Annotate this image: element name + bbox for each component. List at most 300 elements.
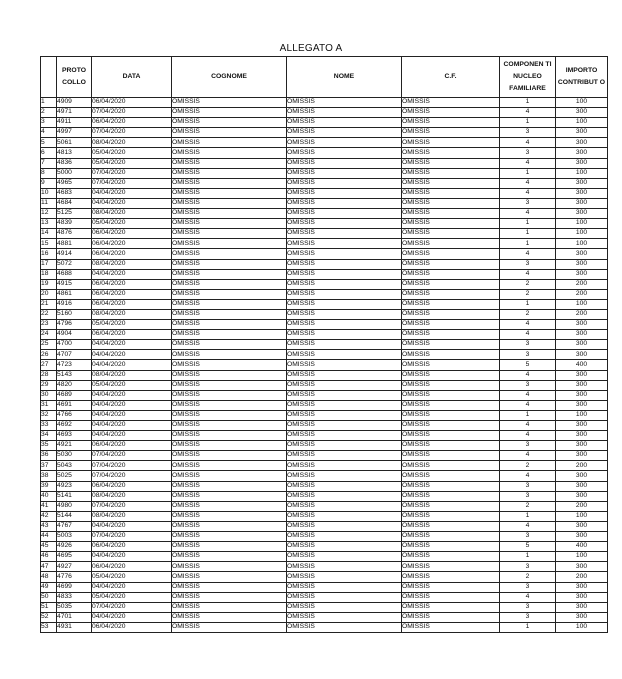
data-cell: 08/04/2020 [92,511,172,521]
componenti-cell: 4 [500,249,556,259]
row-number: 45 [41,542,57,552]
protocollo-cell: 5160 [57,309,92,319]
data-cell: 08/04/2020 [92,209,172,219]
protocollo-cell: 4693 [57,431,92,441]
importo-cell: 300 [556,592,608,602]
protocollo-cell: 4813 [57,148,92,158]
nome-cell: OMISSIS [287,239,402,249]
protocollo-cell: 4904 [57,330,92,340]
table-row [41,198,608,208]
table-row [41,612,608,622]
nome-cell: OMISSIS [287,542,402,552]
data-cell: 07/04/2020 [92,451,172,461]
data-cell: 06/04/2020 [92,622,172,632]
nome-cell: OMISSIS [287,309,402,319]
data-cell: 04/04/2020 [92,582,172,592]
data-cell: 05/04/2020 [92,148,172,158]
protocollo-cell: 4766 [57,410,92,420]
table-row [41,410,608,420]
cf-cell: OMISSIS [402,178,500,188]
row-number: 46 [41,552,57,562]
importo-cell: 200 [556,309,608,319]
cognome-cell: OMISSIS [172,471,287,481]
protocollo-cell: 4691 [57,400,92,410]
cf-cell: OMISSIS [402,138,500,148]
row-number: 39 [41,481,57,491]
table-row [41,360,608,370]
importo-cell: 300 [556,612,608,622]
data-cell: 06/04/2020 [92,118,172,128]
nome-cell: OMISSIS [287,410,402,420]
nome-cell: OMISSIS [287,269,402,279]
row-number: 17 [41,259,57,269]
importo-cell: 300 [556,158,608,168]
data-cell: 06/04/2020 [92,542,172,552]
cf-cell: OMISSIS [402,592,500,602]
cf-cell: OMISSIS [402,158,500,168]
componenti-cell: 1 [500,410,556,420]
data-cell: 07/04/2020 [92,532,172,542]
protocollo-cell: 4965 [57,178,92,188]
importo-cell: 300 [556,370,608,380]
nome-cell: OMISSIS [287,481,402,491]
cognome-cell: OMISSIS [172,622,287,632]
cf-cell: OMISSIS [402,209,500,219]
data-cell: 04/04/2020 [92,350,172,360]
cf-cell: OMISSIS [402,148,500,158]
nome-cell: OMISSIS [287,431,402,441]
data-cell: 04/04/2020 [92,269,172,279]
componenti-cell: 4 [500,178,556,188]
table-row [41,370,608,380]
table-row [41,299,608,309]
importo-cell: 100 [556,552,608,562]
protocollo-cell: 4861 [57,289,92,299]
table-row [41,108,608,118]
protocollo-cell: 4927 [57,562,92,572]
data-cell: 04/04/2020 [92,390,172,400]
protocollo-cell: 4688 [57,269,92,279]
cf-cell: OMISSIS [402,128,500,138]
table-row [41,219,608,229]
cognome-cell: OMISSIS [172,451,287,461]
data-cell: 08/04/2020 [92,370,172,380]
cognome-cell: OMISSIS [172,309,287,319]
cognome-cell: OMISSIS [172,239,287,249]
importo-cell: 300 [556,259,608,269]
cf-cell: OMISSIS [402,340,500,350]
table-row [41,400,608,410]
table-row [41,188,608,198]
data-cell: 04/04/2020 [92,612,172,622]
componenti-cell: 3 [500,259,556,269]
componenti-cell: 4 [500,370,556,380]
importo-cell: 300 [556,138,608,148]
nome-cell: OMISSIS [287,148,402,158]
data-cell: 05/04/2020 [92,592,172,602]
data-cell: 06/04/2020 [92,562,172,572]
row-number: 48 [41,572,57,582]
nome-cell: OMISSIS [287,289,402,299]
importo-cell: 100 [556,239,608,249]
componenti-cell: 4 [500,431,556,441]
importo-cell: 100 [556,511,608,521]
importo-cell: 200 [556,501,608,511]
protocollo-cell: 5003 [57,532,92,542]
componenti-cell: 1 [500,168,556,178]
protocollo-cell: 4909 [57,98,92,108]
cf-cell: OMISSIS [402,299,500,309]
componenti-cell: 4 [500,138,556,148]
cognome-cell: OMISSIS [172,138,287,148]
cf-cell: OMISSIS [402,521,500,531]
cf-cell: OMISSIS [402,98,500,108]
row-number: 33 [41,421,57,431]
cf-cell: OMISSIS [402,451,500,461]
importo-cell: 300 [556,532,608,542]
importo-cell: 300 [556,390,608,400]
cf-cell: OMISSIS [402,400,500,410]
row-number: 27 [41,360,57,370]
row-number: 43 [41,521,57,531]
componenti-cell: 3 [500,562,556,572]
cognome-cell: OMISSIS [172,542,287,552]
row-number: 24 [41,330,57,340]
cognome-cell: OMISSIS [172,168,287,178]
row-number: 14 [41,229,57,239]
row-number: 26 [41,350,57,360]
cf-cell: OMISSIS [402,461,500,471]
row-number: 2 [41,108,57,118]
cf-cell: OMISSIS [402,279,500,289]
data-cell: 08/04/2020 [92,259,172,269]
cognome-cell: OMISSIS [172,118,287,128]
data-cell: 07/04/2020 [92,168,172,178]
importo-cell: 100 [556,219,608,229]
componenti-cell: 4 [500,320,556,330]
protocollo-cell: 5030 [57,451,92,461]
cf-cell: OMISSIS [402,309,500,319]
componenti-cell: 3 [500,602,556,612]
cf-cell: OMISSIS [402,259,500,269]
table-row [41,622,608,632]
nome-cell: OMISSIS [287,279,402,289]
nome-cell: OMISSIS [287,582,402,592]
cognome-cell: OMISSIS [172,380,287,390]
cf-cell: OMISSIS [402,572,500,582]
row-number: 13 [41,219,57,229]
row-number: 53 [41,622,57,632]
row-number: 23 [41,320,57,330]
row-number: 50 [41,592,57,602]
importo-cell: 300 [556,451,608,461]
data-cell: 05/04/2020 [92,158,172,168]
importo-cell: 300 [556,431,608,441]
cf-cell: OMISSIS [402,562,500,572]
nome-cell: OMISSIS [287,249,402,259]
cf-cell: OMISSIS [402,330,500,340]
table-row [41,350,608,360]
protocollo-cell: 5125 [57,209,92,219]
row-number: 25 [41,340,57,350]
importo-cell: 100 [556,168,608,178]
data-cell: 06/04/2020 [92,229,172,239]
cf-cell: OMISSIS [402,198,500,208]
componenti-cell: 1 [500,239,556,249]
protocollo-cell: 4980 [57,501,92,511]
componenti-cell: 2 [500,572,556,582]
table-row [41,461,608,471]
table-row [41,582,608,592]
importo-cell: 200 [556,289,608,299]
table-row [41,501,608,511]
table-row [41,118,608,128]
componenti-cell: 1 [500,229,556,239]
table-row [41,239,608,249]
nome-cell: OMISSIS [287,592,402,602]
table-row [41,441,608,451]
componenti-cell: 1 [500,299,556,309]
cognome-cell: OMISSIS [172,158,287,168]
data-cell: 06/04/2020 [92,239,172,249]
nome-cell: OMISSIS [287,360,402,370]
nome-cell: OMISSIS [287,229,402,239]
importo-cell: 300 [556,128,608,138]
row-number: 47 [41,562,57,572]
table-row [41,289,608,299]
data-cell: 05/04/2020 [92,572,172,582]
table-row [41,138,608,148]
cf-cell: OMISSIS [402,320,500,330]
cognome-cell: OMISSIS [172,198,287,208]
componenti-cell: 4 [500,390,556,400]
cognome-cell: OMISSIS [172,562,287,572]
componenti-cell: 4 [500,592,556,602]
componenti-cell: 3 [500,380,556,390]
table-row [41,572,608,582]
row-number: 4 [41,128,57,138]
protocollo-cell: 4776 [57,572,92,582]
cognome-cell: OMISSIS [172,128,287,138]
row-number: 40 [41,491,57,501]
cognome-cell: OMISSIS [172,219,287,229]
allegato-table [40,56,608,633]
nome-cell: OMISSIS [287,390,402,400]
row-number: 51 [41,602,57,612]
cognome-cell: OMISSIS [172,108,287,118]
cognome-cell: OMISSIS [172,148,287,158]
nome-cell: OMISSIS [287,198,402,208]
data-cell: 04/04/2020 [92,431,172,441]
importo-cell: 300 [556,491,608,501]
data-cell: 08/04/2020 [92,138,172,148]
cognome-cell: OMISSIS [172,552,287,562]
nome-cell: OMISSIS [287,118,402,128]
table-row [41,148,608,158]
importo-cell: 300 [556,209,608,219]
cognome-cell: OMISSIS [172,400,287,410]
nome-cell: OMISSIS [287,602,402,612]
protocollo-cell: 4723 [57,360,92,370]
row-number: 28 [41,370,57,380]
row-number: 16 [41,249,57,259]
table-row [41,279,608,289]
table-row [41,390,608,400]
cognome-cell: OMISSIS [172,461,287,471]
row-number: 38 [41,471,57,481]
importo-cell: 300 [556,148,608,158]
importo-cell: 200 [556,461,608,471]
table-row [41,309,608,319]
row-number: 52 [41,612,57,622]
importo-cell: 300 [556,421,608,431]
cognome-cell: OMISSIS [172,491,287,501]
cf-cell: OMISSIS [402,219,500,229]
data-cell: 05/04/2020 [92,320,172,330]
table-row [41,128,608,138]
cf-cell: OMISSIS [402,622,500,632]
data-cell: 07/04/2020 [92,461,172,471]
cognome-cell: OMISSIS [172,521,287,531]
nome-cell: OMISSIS [287,441,402,451]
importo-cell: 300 [556,320,608,330]
importo-cell: 100 [556,299,608,309]
importo-cell: 300 [556,582,608,592]
nome-cell: OMISSIS [287,400,402,410]
componenti-cell: 2 [500,461,556,471]
nome-cell: OMISSIS [287,168,402,178]
cf-cell: OMISSIS [402,249,500,259]
header-importo: IMPORTO CONTRIBUT O [556,57,608,98]
importo-cell: 300 [556,521,608,531]
cognome-cell: OMISSIS [172,501,287,511]
nome-cell: OMISSIS [287,380,402,390]
componenti-cell: 3 [500,612,556,622]
nome-cell: OMISSIS [287,340,402,350]
nome-cell: OMISSIS [287,128,402,138]
protocollo-cell: 5144 [57,511,92,521]
data-cell: 04/04/2020 [92,552,172,562]
protocollo-cell: 4699 [57,582,92,592]
nome-cell: OMISSIS [287,188,402,198]
componenti-cell: 5 [500,542,556,552]
protocollo-cell: 5025 [57,471,92,481]
protocollo-cell: 4689 [57,390,92,400]
importo-cell: 300 [556,400,608,410]
data-cell: 06/04/2020 [92,330,172,340]
componenti-cell: 4 [500,108,556,118]
row-number: 30 [41,390,57,400]
protocollo-cell: 5043 [57,461,92,471]
protocollo-cell: 5000 [57,168,92,178]
componenti-cell: 2 [500,279,556,289]
cf-cell: OMISSIS [402,491,500,501]
data-cell: 08/04/2020 [92,491,172,501]
row-number: 3 [41,118,57,128]
nome-cell: OMISSIS [287,521,402,531]
data-cell: 07/04/2020 [92,128,172,138]
cognome-cell: OMISSIS [172,340,287,350]
componenti-cell: 1 [500,98,556,108]
cf-cell: OMISSIS [402,188,500,198]
table-row [41,471,608,481]
row-number: 36 [41,451,57,461]
table-row [41,320,608,330]
table-row [41,380,608,390]
cf-cell: OMISSIS [402,481,500,491]
row-number: 20 [41,289,57,299]
data-cell: 04/04/2020 [92,360,172,370]
nome-cell: OMISSIS [287,562,402,572]
table-row [41,451,608,461]
cognome-cell: OMISSIS [172,229,287,239]
protocollo-cell: 4796 [57,320,92,330]
cf-cell: OMISSIS [402,582,500,592]
data-cell: 04/04/2020 [92,340,172,350]
cognome-cell: OMISSIS [172,330,287,340]
cf-cell: OMISSIS [402,350,500,360]
cf-cell: OMISSIS [402,380,500,390]
cognome-cell: OMISSIS [172,289,287,299]
cf-cell: OMISSIS [402,390,500,400]
componenti-cell: 5 [500,360,556,370]
cf-cell: OMISSIS [402,471,500,481]
importo-cell: 300 [556,481,608,491]
cognome-cell: OMISSIS [172,612,287,622]
cognome-cell: OMISSIS [172,390,287,400]
data-cell: 04/04/2020 [92,421,172,431]
importo-cell: 300 [556,471,608,481]
table-row [41,158,608,168]
table-row [41,98,608,108]
componenti-cell: 2 [500,501,556,511]
data-cell: 06/04/2020 [92,481,172,491]
componenti-cell: 1 [500,118,556,128]
nome-cell: OMISSIS [287,178,402,188]
row-number: 18 [41,269,57,279]
cognome-cell: OMISSIS [172,249,287,259]
nome-cell: OMISSIS [287,158,402,168]
cf-cell: OMISSIS [402,239,500,249]
table-row [41,178,608,188]
data-cell: 08/04/2020 [92,309,172,319]
cognome-cell: OMISSIS [172,209,287,219]
document-title: ALLEGATO A [279,43,343,54]
nome-cell: OMISSIS [287,532,402,542]
componenti-cell: 3 [500,340,556,350]
protocollo-cell: 4916 [57,299,92,309]
componenti-cell: 2 [500,289,556,299]
table-row [41,592,608,602]
table-row [41,602,608,612]
row-number: 31 [41,400,57,410]
importo-cell: 400 [556,360,608,370]
protocollo-cell: 4692 [57,421,92,431]
row-number: 35 [41,441,57,451]
row-number: 9 [41,178,57,188]
protocollo-cell: 4701 [57,612,92,622]
cognome-cell: OMISSIS [172,532,287,542]
importo-cell: 300 [556,108,608,118]
row-number: 42 [41,511,57,521]
protocollo-cell: 5143 [57,370,92,380]
row-number: 32 [41,410,57,420]
table-row [41,481,608,491]
componenti-cell: 1 [500,511,556,521]
protocollo-cell: 4695 [57,552,92,562]
nome-cell: OMISSIS [287,501,402,511]
nome-cell: OMISSIS [287,552,402,562]
